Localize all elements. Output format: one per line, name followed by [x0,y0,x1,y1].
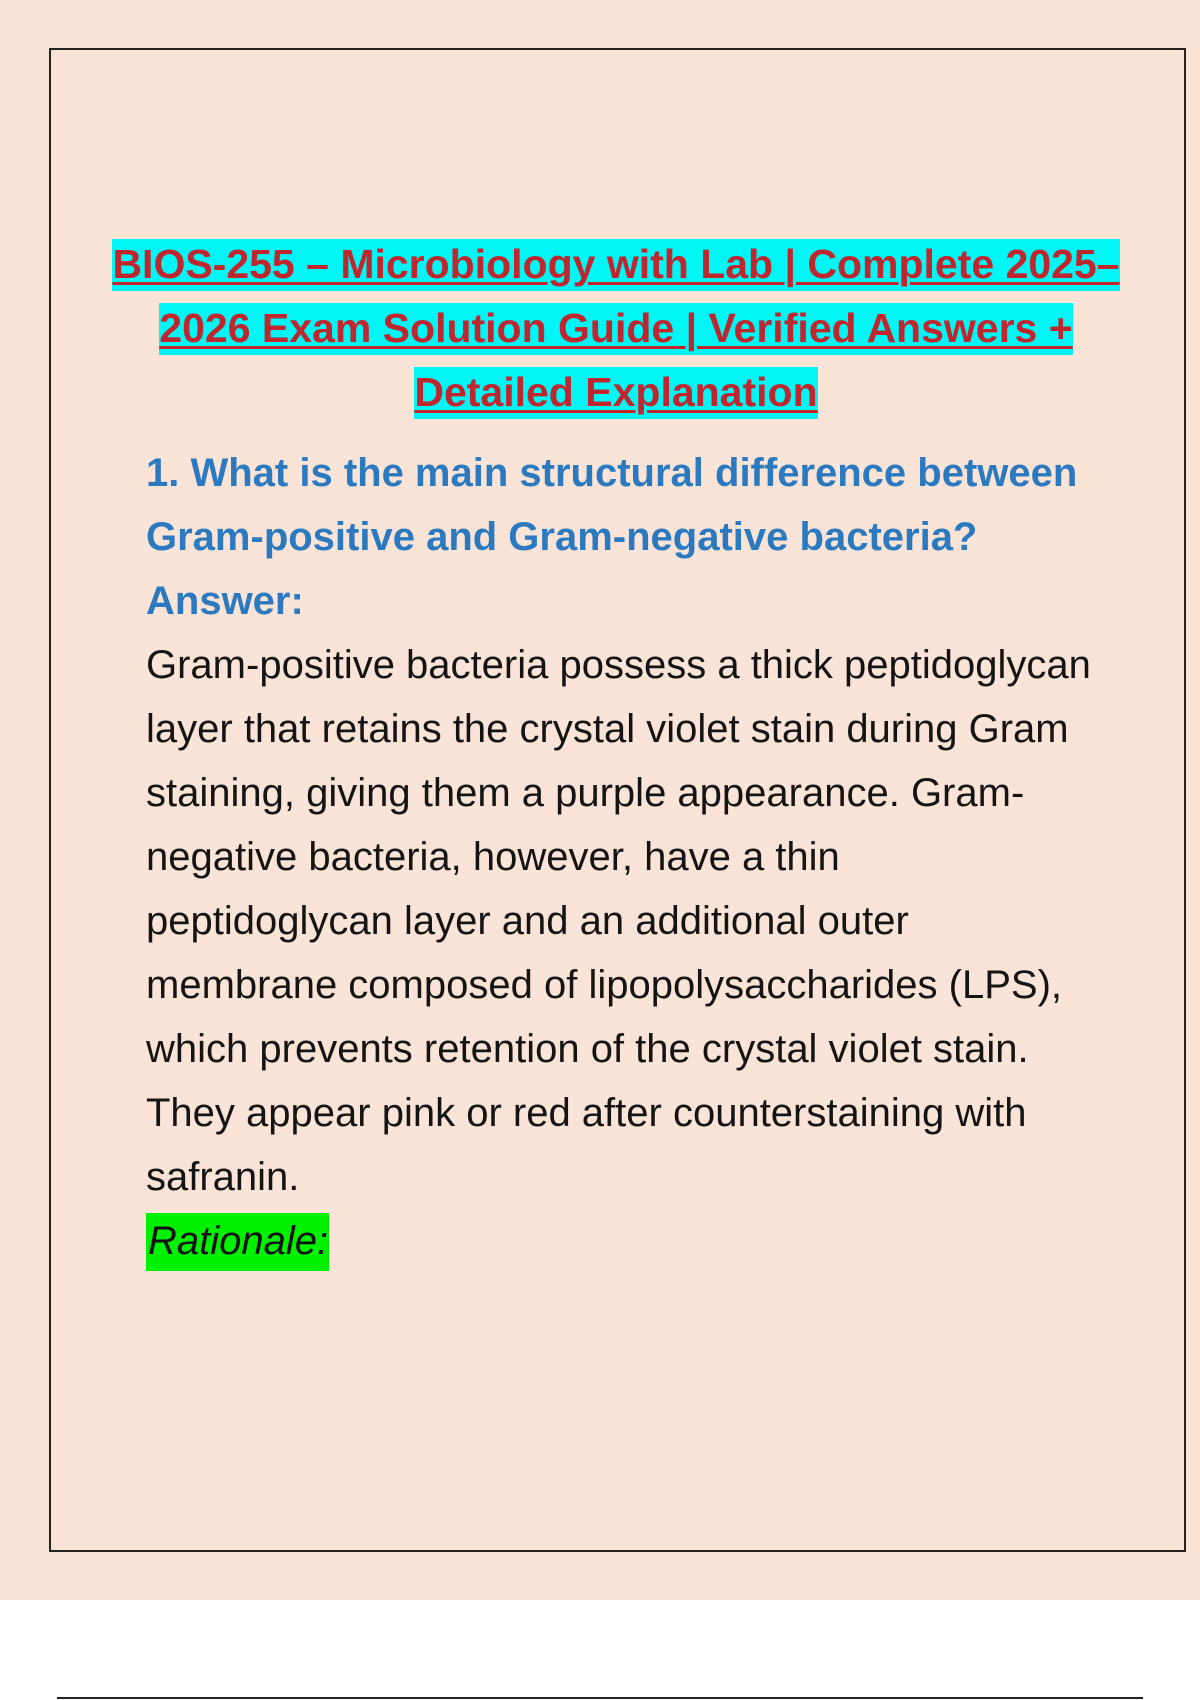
rationale-label [146,1209,1096,1273]
question-block [146,441,1096,1273]
answer-label: Answer: [146,579,304,623]
rationale-label-text: Rationale: [146,1213,329,1271]
document-title [80,232,1152,424]
question-text: 1. What is the main structural difference between Gram-positive and Gram-negative bacteria? [146,451,1078,559]
answer-text: Gram-positive bacteria possess a thick peptidoglycan layer that retains the crystal violet stain during Gram staining, giving them a purple appearance. Gram-negative bacteria, however, have a thin peptidoglycan layer and an additional outer membrane composed of lipopolysaccharides (LPS), which prevents retention of the crystal violet stain. They appear pink or red after counterstaining with safranin. [146,643,1091,1199]
footer-divider [57,1697,1143,1699]
document-title-text: BIOS-255 – Microbiology with Lab | Complete 2025–2026 Exam Solution Guide | Verified Answers + Detailed Explanation [112,239,1119,419]
